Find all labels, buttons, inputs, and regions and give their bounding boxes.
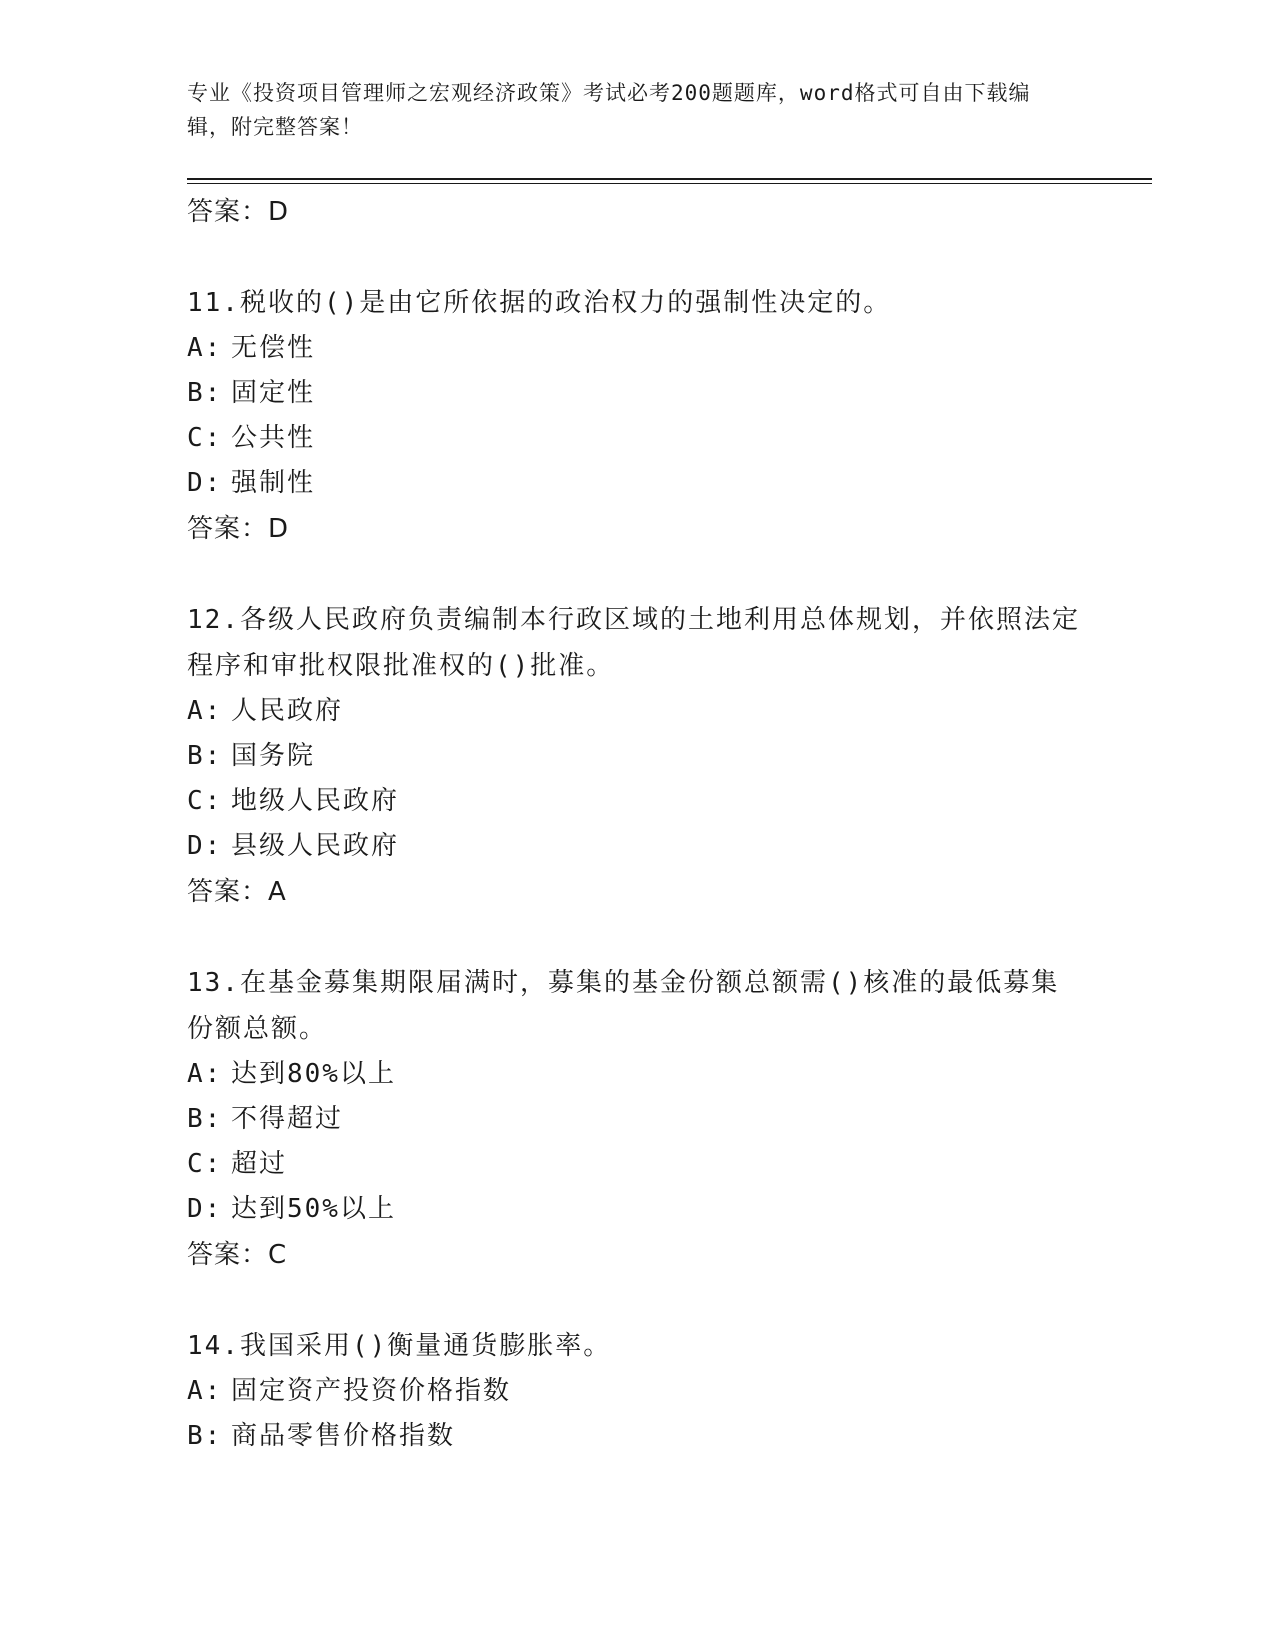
question-stem: 11.税收的()是由它所依据的政治权力的强制性决定的。	[187, 288, 892, 318]
answer-line: 答案：C	[187, 1240, 288, 1270]
option-c	[187, 779, 1087, 824]
option-a	[187, 1052, 1087, 1097]
option-text: 人民政府	[231, 696, 344, 726]
option-b	[187, 371, 1087, 416]
option-label: D:	[187, 468, 223, 498]
option-b	[187, 1097, 1087, 1142]
option-a	[187, 689, 1087, 734]
question-block	[187, 960, 1087, 1278]
option-label: C:	[187, 423, 223, 453]
option-d	[187, 461, 1087, 506]
answer-line: 答案：D	[187, 197, 290, 227]
option-text: 地级人民政府	[231, 786, 400, 816]
option-d	[187, 824, 1087, 869]
option-c	[187, 1142, 1087, 1187]
option-text: 超过	[231, 1149, 288, 1179]
option-text: 强制性	[231, 468, 316, 498]
option-text: 商品零售价格指数	[231, 1421, 456, 1451]
header-divider	[187, 178, 1152, 180]
option-text: 固定资产投资价格指数	[231, 1376, 512, 1406]
option-text: 国务院	[231, 741, 316, 771]
option-label: A:	[187, 333, 223, 363]
option-label: A:	[187, 1059, 223, 1089]
spacer	[187, 1278, 1087, 1323]
option-a	[187, 1369, 1087, 1414]
answer-line: 答案：A	[187, 877, 287, 907]
option-label: A:	[187, 696, 223, 726]
option-label: C:	[187, 786, 223, 816]
option-label: B:	[187, 741, 223, 771]
option-c	[187, 416, 1087, 461]
option-label: D:	[187, 1194, 223, 1224]
option-text: 无偿性	[231, 333, 316, 363]
option-text: 公共性	[231, 423, 316, 453]
option-a	[187, 326, 1087, 371]
question-list	[187, 189, 1087, 1459]
document-header: 专业《投资项目管理师之宏观经济政策》考试必考200题题库，word格式可自由下载编辑，附完整答案！	[187, 81, 1031, 139]
option-text: 不得超过	[231, 1104, 344, 1134]
option-b	[187, 1414, 1087, 1459]
option-label: B:	[187, 1104, 223, 1134]
question-stem: 13.在基金募集期限届满时，募集的基金份额总额需()核准的最低募集份额总额。	[187, 968, 1060, 1044]
question-block	[187, 1323, 1087, 1459]
spacer	[187, 552, 1087, 597]
option-b	[187, 734, 1087, 779]
option-text: 县级人民政府	[231, 831, 400, 861]
header-divider-thin	[187, 183, 1152, 184]
question-stem: 14.我国采用()衡量通货膨胀率。	[187, 1331, 612, 1361]
spacer	[187, 915, 1087, 960]
option-label: D:	[187, 831, 223, 861]
option-label: C:	[187, 1149, 223, 1179]
question-block	[187, 280, 1087, 552]
answer-line: 答案：D	[187, 514, 290, 544]
option-text: 固定性	[231, 378, 316, 408]
option-label: B:	[187, 1421, 223, 1451]
spacer	[187, 235, 1087, 280]
option-text: 达到80%以上	[231, 1059, 396, 1089]
option-label: B:	[187, 378, 223, 408]
option-text: 达到50%以上	[231, 1194, 396, 1224]
question-stem: 12.各级人民政府负责编制本行政区域的土地利用总体规划，并依照法定程序和审批权限批准权的()批准。	[187, 605, 1080, 681]
option-label: A:	[187, 1376, 223, 1406]
option-d	[187, 1187, 1087, 1232]
question-block	[187, 597, 1087, 915]
